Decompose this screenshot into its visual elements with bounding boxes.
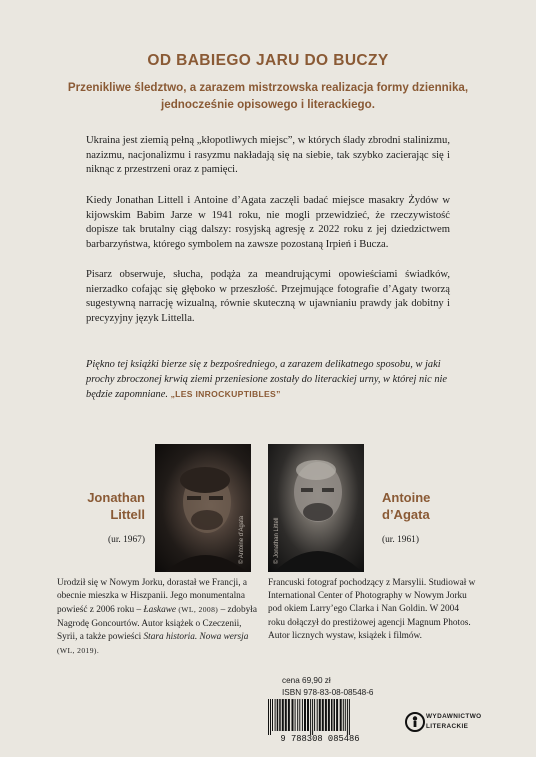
author-name-dagata xyxy=(382,489,482,523)
publisher-name-line2: LITERACKIE xyxy=(426,723,469,730)
photo-credit-dagata: © Jonathan Littell xyxy=(274,517,280,564)
author-years-littell: (ur. 1967) xyxy=(108,535,145,545)
barcode-digits: 9 788308 085486 xyxy=(280,734,360,743)
barcode xyxy=(260,699,380,743)
author-bio-dagata: Francuski fotograf pochodzący z Marsylii. Studiował w International Center of Photography w Nowym Jorku pod okiem Larry’ego Clarka i Nan Goldin. W 2004 roku dołączył do prestiżowej agencji Magnum Photos. Autor licznych wystaw, książek i filmów. xyxy=(268,578,476,641)
portrait-illustration-littell xyxy=(155,444,251,572)
author-name-littell xyxy=(60,489,145,523)
publisher-name-line1: WYDAWNICTWO xyxy=(426,713,482,720)
photo-credit-littell: © Antoine d’Agata xyxy=(239,515,245,564)
description-paragraph-3: Pisarz obserwuje, słucha, podąża za meandrującymi opowieściami świadków, nierzadko cofając się głęboko w przeszłość. Przejmujące fotografie d’Agaty tworzą sugestywną narrację wizualną, równie skuteczną w ujawnianiu prawdy jak dobitny i precyzyjny język Littella. xyxy=(86,269,450,324)
cover-subtitle: Przenikliwe śledztwo, a zarazem mistrzowska realizacja formy dziennika, jednocześnie opisowego i literackiego. xyxy=(67,81,469,111)
publisher-mark-icon xyxy=(406,713,424,731)
book-title: Łaskawe xyxy=(143,605,177,616)
quote-source: „LES INROCKUPTIBLES” xyxy=(170,389,281,399)
book-title: Stara historia. Nowa wersja xyxy=(143,631,249,642)
quote-text: Piękno tej książki bierze się z bezpośredniego, a zarazem delikatnego sposobu, w jaki prochy zbroczonej krwią ziemi przeniesione zostały do literackiej urny, w której nic nie będzie zapomniane. xyxy=(86,359,448,400)
price-label: cena 69,90 zł xyxy=(282,676,331,685)
author-first-name: Jonathan xyxy=(87,490,145,505)
author-photo-dagata xyxy=(268,444,364,572)
barcode-bars xyxy=(268,699,350,735)
author-photo-littell xyxy=(155,444,251,572)
author-years-dagata: (ur. 1961) xyxy=(382,535,419,545)
portrait-illustration-dagata xyxy=(268,444,364,572)
author-bio-littell: Urodził się w Nowym Jorku, dorastał we Francji, a obecnie mieszka w Hiszpanii. Jego monumentalna powieść z 2006 roku – Łaskawe (WL, 2008) – zdobyła Nagrodę Goncourtów. Autor książek o Czeczenii, Syrii, a także powieści Stara historia. Nowa wersja (WL, 2019). xyxy=(57,578,257,656)
description-paragraph-2: Kiedy Jonathan Littell i Antoine d’Agata zaczęli badać miejsce masakry Żydów w kijowskim Babim Jarze w 1941 roku, nie mogli przewidzieć, że rzeczywistość dopisze tak brutalny ciąg dalszy: rosyjską agresję z 2022 roku z jej dziedzictwem barbarzyństwa, którego symbolem na zawsze pozostaną Irpień i Bucza. xyxy=(86,195,450,250)
author-last-name: d’Agata xyxy=(382,507,430,522)
press-quote xyxy=(86,357,456,402)
isbn-label: ISBN 978-83-08-08548-6 xyxy=(282,688,374,697)
description-paragraph-1: Ukraina jest ziemią pełną „kłopotliwych miejsc”, w których ślady zbrodni stalinizmu, nazizmu, nacjonalizmu i rasyzmu nakładają się na siebie, tak szybko zacierając się i niknąc z przestrzeni oraz z pamięci. xyxy=(86,135,450,176)
author-last-name: Littell xyxy=(110,507,145,522)
cover-title: OD BABIEGO JARU DO BUCZY xyxy=(147,52,389,69)
author-first-name: Antoine xyxy=(382,490,431,505)
